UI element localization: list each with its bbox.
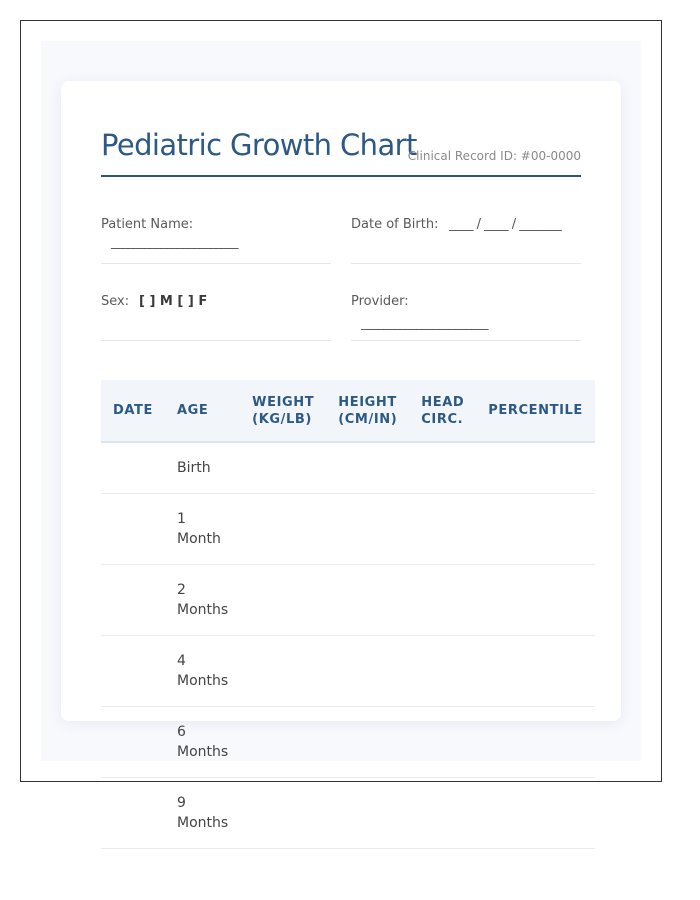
patient-name-label: Patient Name: [101,217,194,232]
cell-age: 1 Month [165,494,240,565]
cell-age: 9 Months [165,778,240,849]
column-header-height: HEIGHT (CM/IN) [326,380,409,442]
cell-weight[interactable] [240,707,326,778]
cell-date[interactable] [101,442,165,494]
cell-head-circ[interactable] [409,442,476,494]
sex-options[interactable]: [ ] M [ ] F [139,294,208,309]
column-header-head-circ: HEAD CIRC. [409,380,476,442]
cell-percentile[interactable] [476,778,595,849]
patient-name-blank[interactable]: _______________________ [111,235,238,250]
cell-date[interactable] [101,494,165,565]
document-frame [20,20,662,831]
cell-age: Birth [165,442,240,494]
page-title: Pediatric Growth Chart [101,128,417,162]
cell-age: 4 Months [165,636,240,707]
table-row [101,565,595,636]
cell-height[interactable] [326,636,409,707]
cell-height[interactable] [326,707,409,778]
cell-percentile[interactable] [476,442,595,494]
column-header-weight: WEIGHT (KG/LB) [240,380,326,442]
chart-card [61,81,621,831]
column-header-percentile: PERCENTILE [476,380,595,442]
cell-head-circ[interactable] [409,778,476,849]
cell-head-circ[interactable] [409,565,476,636]
cell-date[interactable] [101,636,165,707]
cell-weight[interactable] [240,494,326,565]
cell-height[interactable] [326,494,409,565]
date-of-birth-field[interactable] [351,205,581,264]
column-header-date: DATE [101,380,165,442]
cell-weight[interactable] [240,565,326,636]
cell-height[interactable] [326,442,409,494]
provider-blank[interactable]: _______________________ [361,316,488,331]
provider-label: Provider: [351,294,409,309]
table-row [101,778,595,849]
table-row [101,707,595,778]
column-header-age: AGE [165,380,240,442]
cell-height[interactable] [326,778,409,849]
table-row [101,636,595,707]
cell-date[interactable] [101,565,165,636]
cell-percentile[interactable] [476,707,595,778]
cell-date[interactable] [101,778,165,849]
patient-name-field[interactable] [101,205,331,264]
chart-header [101,81,581,177]
growth-table [101,380,595,849]
cell-height[interactable] [326,565,409,636]
cell-weight[interactable] [240,778,326,849]
table-header-row [101,380,595,442]
cell-date[interactable] [101,707,165,778]
cell-percentile[interactable] [476,636,595,707]
cell-percentile[interactable] [476,565,595,636]
table-row [101,494,595,565]
date-of-birth-label: Date of Birth: [351,217,439,232]
record-id: Clinical Record ID: #00-0000 [407,149,581,163]
cell-head-circ[interactable] [409,707,476,778]
sex-label: Sex: [101,294,130,309]
provider-field[interactable] [351,282,581,341]
cell-weight[interactable] [240,636,326,707]
cell-age: 2 Months [165,565,240,636]
cell-weight[interactable] [240,442,326,494]
cell-percentile[interactable] [476,494,595,565]
date-of-birth-blank[interactable]: ____ / ____ / _______ [449,217,562,232]
card-content [101,81,583,831]
cell-head-circ[interactable] [409,636,476,707]
page-background [41,41,641,831]
table-row [101,442,595,494]
cell-age: 6 Months [165,707,240,778]
cell-head-circ[interactable] [409,494,476,565]
sex-field[interactable] [101,282,331,341]
